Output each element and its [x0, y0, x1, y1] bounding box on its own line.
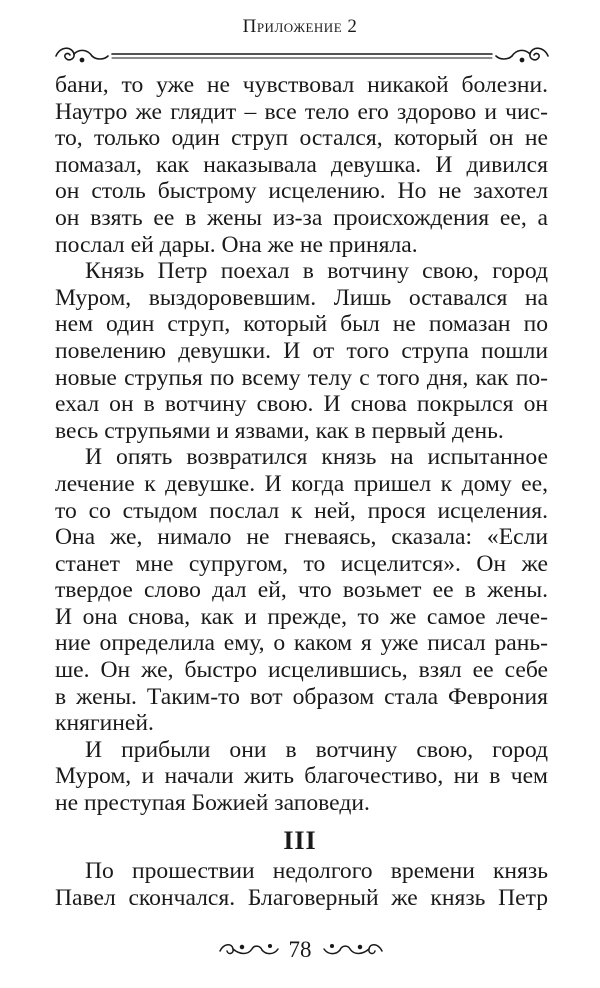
page-footer: [0, 935, 600, 969]
line: станет мне супругом, то исцелится». Он же: [55, 550, 548, 577]
line: весь струпьями и язвами, как в первый день.: [55, 417, 504, 444]
line: помазал, как наказывала девушка. И дивился: [55, 151, 548, 178]
running-title: Приложение 2: [242, 16, 358, 37]
footer-ornament-right: [322, 939, 384, 961]
paragraph-3-last: [55, 710, 548, 737]
line: И опять возвратился князь на испытанное: [85, 444, 548, 471]
line: твердое слово дал ей, что возьмет ее в жены.: [55, 577, 548, 604]
line: По прошествии недолгого времени князь: [85, 858, 548, 884]
line: то, только один струп остался, который он не: [55, 125, 548, 152]
line: Муром, и начали жить благочестиво, ни в чем: [55, 763, 548, 790]
paragraph-4-last: [55, 790, 548, 817]
paragraph-4: [55, 737, 548, 790]
line: Павел скончался. Благоверный же князь Петр: [55, 884, 548, 911]
paragraph-1-last: [55, 232, 548, 259]
page-number: 78: [288, 937, 312, 962]
paragraph-2: [55, 258, 548, 418]
line: И она снова, как и прежде, то же самое лече-: [55, 603, 548, 630]
line: княгиней.: [55, 710, 154, 737]
line: то со стыдом послал к ней, прося исцеления.: [55, 497, 548, 524]
line: в жены. Таким-то вот образом стала Феврония: [55, 683, 548, 710]
paragraph-3: [55, 444, 548, 710]
line: повелению девушки. И от того струпа пошли: [55, 337, 548, 364]
line: ние определила ему, о каком я уже писал рань-: [55, 630, 548, 657]
paragraph-1: [55, 72, 548, 232]
line: ше. Он же, быстро исцелившись, взял ее себе: [55, 657, 548, 684]
header-ornament-rule: [52, 42, 552, 68]
line: Князь Петр поехал в вотчину свою, город: [85, 258, 548, 285]
paragraph-2-last: [55, 418, 548, 445]
chapter-text: [55, 858, 548, 911]
line: Муром, выздоровевшим. Лишь оставался на: [55, 284, 548, 311]
body-text: [55, 72, 548, 817]
line: ехал он в вотчину свою. И снова покрылся он: [55, 391, 548, 418]
chapter-paragraph: [55, 858, 548, 911]
line: он взять ее в жены из-за происхождения ее, а: [55, 204, 548, 231]
line: не преступая Божией заповеди.: [55, 790, 370, 817]
line: Наутро же глядит – все тело его здорово и чис-: [55, 98, 548, 125]
line: бани, то уже не чувствовал никакой болезни.: [55, 72, 548, 98]
line: нем один струп, который был не помазан по: [55, 311, 548, 338]
line: Она же, нимало не гневаясь, сказала: «Если: [55, 524, 548, 551]
line: лечение к девушке. И когда пришел к дому ее,: [55, 470, 548, 497]
chapter-heading: III: [283, 826, 317, 855]
line: новые струпья по всему телу с того дня, как по-: [55, 364, 548, 391]
line: И прибыли они в вотчину свою, город: [85, 736, 548, 763]
line: он столь быстрому исцелению. Но не захотел: [55, 178, 548, 205]
line: послал ей дары. Она же не приняла.: [55, 231, 418, 258]
